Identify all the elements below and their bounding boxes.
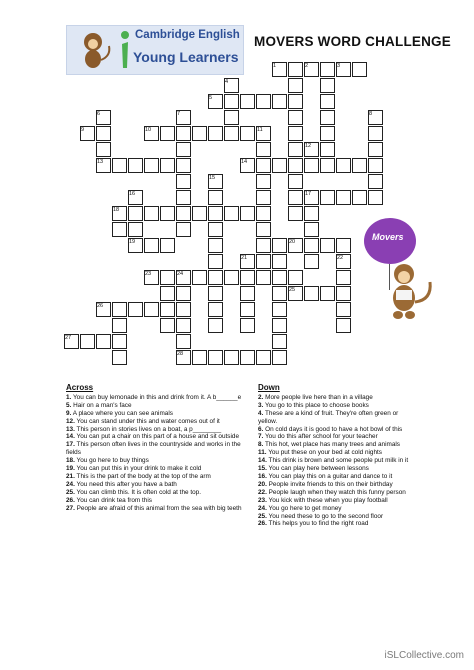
grid-cell[interactable] bbox=[272, 238, 287, 253]
grid-cell[interactable] bbox=[192, 270, 207, 285]
grid-cell[interactable] bbox=[368, 174, 383, 189]
grid-cell[interactable] bbox=[256, 270, 271, 285]
down-clue bbox=[258, 481, 416, 489]
grid-clue-number: 11 bbox=[257, 127, 263, 133]
across-clue bbox=[66, 505, 252, 513]
grid-clue-number: 26 bbox=[97, 303, 104, 309]
clue-number: 21. bbox=[66, 472, 75, 480]
clue-text: You can put a chair on this part of a house and sit outside bbox=[74, 433, 240, 441]
grid-cell[interactable] bbox=[304, 206, 319, 221]
grid-cell[interactable] bbox=[208, 350, 223, 365]
grid-clue-number: 25 bbox=[289, 287, 296, 293]
grid-cell[interactable] bbox=[224, 270, 239, 285]
clue-number: 23. bbox=[258, 496, 267, 504]
clue-number: 13. bbox=[66, 425, 75, 433]
grid-clue-number: 6 bbox=[97, 111, 101, 117]
down-clue bbox=[258, 394, 416, 402]
grid-cell[interactable] bbox=[112, 318, 127, 333]
grid-cell[interactable] bbox=[256, 238, 271, 253]
clue-number: 14. bbox=[66, 433, 75, 441]
clue-text: This drink is brown and some people put milk in it bbox=[266, 457, 409, 465]
clue-number: 18. bbox=[66, 457, 75, 465]
across-clues bbox=[66, 384, 252, 513]
clue-text: You can put this in your drink to make it cold bbox=[74, 465, 202, 473]
across-clue bbox=[66, 394, 252, 402]
down-clue bbox=[258, 465, 416, 473]
grid-cell[interactable] bbox=[96, 334, 111, 349]
grid-cell[interactable] bbox=[176, 286, 191, 301]
grid-cell[interactable] bbox=[288, 126, 303, 141]
grid-cell[interactable] bbox=[160, 158, 175, 173]
grid-cell[interactable] bbox=[240, 286, 255, 301]
grid-cell[interactable] bbox=[336, 302, 351, 317]
across-clue bbox=[66, 433, 252, 441]
grid-cell[interactable] bbox=[272, 350, 287, 365]
grid-cell[interactable] bbox=[208, 190, 223, 205]
grid-cell[interactable] bbox=[256, 350, 271, 365]
grid-cell[interactable] bbox=[272, 254, 287, 269]
grid-cell[interactable] bbox=[240, 206, 255, 221]
grid-cell[interactable] bbox=[368, 142, 383, 157]
down-clues bbox=[258, 384, 416, 528]
grid-cell[interactable] bbox=[288, 94, 303, 109]
grid-clue-number: 24 bbox=[177, 271, 184, 277]
clue-text: You put these on your bed at cold nights bbox=[266, 449, 383, 457]
grid-clue-number: 3 bbox=[337, 63, 341, 69]
grid-cell[interactable] bbox=[272, 158, 287, 173]
grid-cell[interactable] bbox=[368, 158, 383, 173]
clue-number: 26. bbox=[66, 496, 75, 504]
clue-text: You go here to get money bbox=[266, 504, 342, 512]
grid-cell[interactable] bbox=[368, 126, 383, 141]
grid-cell[interactable] bbox=[320, 238, 335, 253]
clue-number: 3. bbox=[258, 401, 264, 409]
grid-cell[interactable] bbox=[176, 302, 191, 317]
clue-text: More people live here than in a village bbox=[263, 393, 373, 401]
grid-cell[interactable] bbox=[144, 302, 159, 317]
grid-cell[interactable] bbox=[112, 222, 127, 237]
grid-cell[interactable] bbox=[320, 94, 335, 109]
grid-cell[interactable] bbox=[256, 190, 271, 205]
clue-text: This hot, wet place has many trees and animals bbox=[263, 441, 400, 449]
grid-cell[interactable] bbox=[240, 270, 255, 285]
grid-cell[interactable] bbox=[320, 126, 335, 141]
grid-cell[interactable] bbox=[272, 94, 287, 109]
grid-clue-number: 19 bbox=[129, 239, 136, 245]
grid-cell[interactable] bbox=[128, 206, 143, 221]
grid-cell[interactable] bbox=[176, 142, 191, 157]
grid-cell[interactable] bbox=[96, 126, 111, 141]
clue-text: People are afraid of this animal from the sea with big teeth bbox=[74, 504, 242, 512]
grid-clue-number: 8 bbox=[369, 111, 373, 117]
grid-cell[interactable] bbox=[272, 270, 287, 285]
grid-cell[interactable] bbox=[256, 142, 271, 157]
grid-cell[interactable] bbox=[288, 190, 303, 205]
grid-cell[interactable] bbox=[320, 158, 335, 173]
grid-cell[interactable] bbox=[176, 318, 191, 333]
down-clue bbox=[258, 402, 416, 410]
clue-number: 22. bbox=[258, 488, 267, 496]
grid-cell[interactable] bbox=[208, 254, 223, 269]
clue-number: 15. bbox=[258, 465, 267, 473]
grid-cell[interactable] bbox=[208, 270, 223, 285]
grid-cell[interactable] bbox=[352, 158, 367, 173]
grid-cell[interactable] bbox=[160, 126, 175, 141]
logo-line-2: Young Learners bbox=[133, 49, 239, 65]
across-clue bbox=[66, 418, 252, 426]
logo-line-1: Cambridge English bbox=[135, 29, 240, 41]
down-clue bbox=[258, 433, 416, 441]
clue-number: 25. bbox=[66, 488, 75, 496]
grid-cell[interactable] bbox=[208, 302, 223, 317]
grid-cell[interactable] bbox=[288, 78, 303, 93]
grid-cell[interactable] bbox=[352, 190, 367, 205]
across-clue bbox=[66, 481, 252, 489]
down-heading: Down bbox=[258, 383, 280, 392]
clue-number: 5. bbox=[66, 401, 72, 409]
grid-cell[interactable] bbox=[176, 158, 191, 173]
grid-clue-number: 23 bbox=[145, 271, 152, 277]
grid-cell[interactable] bbox=[336, 286, 351, 301]
clue-number: 1. bbox=[66, 393, 72, 401]
clue-text: You go to this place to choose books bbox=[263, 401, 369, 409]
clue-number: 26. bbox=[258, 520, 267, 528]
clue-text: These are a kind of fruit. They're often green or yellow. bbox=[258, 409, 399, 425]
grid-clue-number: 22 bbox=[337, 255, 344, 261]
grid-cell[interactable] bbox=[288, 270, 303, 285]
grid-cell[interactable] bbox=[192, 126, 207, 141]
across-clue bbox=[66, 402, 252, 410]
grid-cell[interactable] bbox=[80, 334, 95, 349]
grid-cell[interactable] bbox=[240, 94, 255, 109]
clue-number: 6. bbox=[258, 425, 264, 433]
clue-number: 24. bbox=[66, 480, 75, 488]
grid-cell[interactable] bbox=[224, 126, 239, 141]
grid-clue-number: 28 bbox=[177, 351, 184, 357]
down-clue bbox=[258, 457, 416, 465]
clue-text: People laugh when they watch this funny person bbox=[266, 488, 406, 496]
grid-cell[interactable] bbox=[160, 238, 175, 253]
grid-cell[interactable] bbox=[288, 62, 303, 77]
grid-clue-number: 15 bbox=[209, 175, 216, 181]
grid-cell[interactable] bbox=[176, 206, 191, 221]
grid-cell[interactable] bbox=[288, 142, 303, 157]
clue-number: 19. bbox=[66, 465, 75, 473]
clue-text: This person in stories lives on a boat, a p________ bbox=[74, 425, 222, 433]
clue-number: 24. bbox=[258, 504, 267, 512]
grid-cell[interactable] bbox=[368, 190, 383, 205]
grid-cell[interactable] bbox=[192, 206, 207, 221]
grid-clue-number: 12 bbox=[305, 143, 312, 149]
grid-cell[interactable] bbox=[224, 94, 239, 109]
grid-cell[interactable] bbox=[336, 318, 351, 333]
grid-cell[interactable] bbox=[304, 238, 319, 253]
across-clue bbox=[66, 473, 252, 481]
grid-cell[interactable] bbox=[176, 190, 191, 205]
grid-clue-number: 7 bbox=[177, 111, 181, 117]
clue-text: Hair on a man's face bbox=[71, 401, 132, 409]
grid-cell[interactable] bbox=[208, 318, 223, 333]
grid-cell[interactable] bbox=[176, 222, 191, 237]
down-clue bbox=[258, 505, 416, 513]
grid-cell[interactable] bbox=[160, 302, 175, 317]
grid-cell[interactable] bbox=[288, 110, 303, 125]
grid-clue-number: 16 bbox=[129, 191, 136, 197]
clue-number: 7. bbox=[258, 433, 264, 441]
clue-number: 16. bbox=[258, 472, 267, 480]
grid-clue-number: 18 bbox=[113, 207, 120, 213]
grid-cell[interactable] bbox=[288, 174, 303, 189]
grid-cell[interactable] bbox=[272, 334, 287, 349]
clue-number: 8. bbox=[258, 441, 264, 449]
clue-text: You kick with these when you play football bbox=[266, 496, 388, 504]
grid-cell[interactable] bbox=[224, 110, 239, 125]
footer-watermark: iSLCollective.com bbox=[384, 650, 464, 661]
clue-text: You can play here between lessons bbox=[266, 465, 369, 473]
clue-number: 12. bbox=[66, 417, 75, 425]
grid-cell[interactable] bbox=[208, 206, 223, 221]
clue-text: A place where you can see animals bbox=[71, 409, 173, 417]
clue-text: You can play this on a guitar and dance to it bbox=[266, 472, 393, 480]
grid-cell[interactable] bbox=[320, 110, 335, 125]
page-title: MOVERS WORD CHALLENGE bbox=[254, 34, 451, 49]
grid-cell[interactable] bbox=[128, 302, 143, 317]
across-clue bbox=[66, 497, 252, 505]
clue-number: 9. bbox=[66, 409, 72, 417]
grid-cell[interactable] bbox=[208, 126, 223, 141]
clue-number: 2. bbox=[258, 393, 264, 401]
grid-cell[interactable] bbox=[192, 350, 207, 365]
grid-cell[interactable] bbox=[320, 190, 335, 205]
grid-cell[interactable] bbox=[352, 62, 367, 77]
monkey-mascot-icon bbox=[372, 260, 442, 330]
clue-number: 20. bbox=[258, 480, 267, 488]
grid-clue-number: 21 bbox=[241, 255, 248, 261]
grid-cell[interactable] bbox=[144, 238, 159, 253]
grid-cell[interactable] bbox=[112, 158, 127, 173]
grid-cell[interactable] bbox=[176, 126, 191, 141]
grid-cell[interactable] bbox=[176, 174, 191, 189]
grid-clue-number: 17 bbox=[305, 191, 312, 197]
across-clue bbox=[66, 410, 252, 418]
clue-text: You can stand under this and water comes out of it bbox=[74, 417, 220, 425]
down-clue bbox=[258, 520, 416, 528]
grid-cell[interactable] bbox=[208, 238, 223, 253]
grid-cell[interactable] bbox=[320, 286, 335, 301]
across-clue bbox=[66, 457, 252, 465]
clue-text: You can buy lemonade in this and drink from it. A b______e bbox=[71, 393, 242, 401]
clue-number: 25. bbox=[258, 512, 267, 520]
grid-cell[interactable] bbox=[256, 158, 271, 173]
clue-number: 11. bbox=[258, 449, 267, 457]
down-clue bbox=[258, 441, 416, 449]
grid-cell[interactable] bbox=[240, 126, 255, 141]
grid-cell[interactable] bbox=[128, 222, 143, 237]
grid-cell[interactable] bbox=[240, 302, 255, 317]
down-clue bbox=[258, 473, 416, 481]
grid-cell[interactable] bbox=[112, 350, 127, 365]
grid-cell[interactable] bbox=[336, 158, 351, 173]
grid-cell[interactable] bbox=[128, 158, 143, 173]
down-clue bbox=[258, 489, 416, 497]
grid-clue-number: 1 bbox=[273, 63, 277, 69]
grid-cell[interactable] bbox=[240, 350, 255, 365]
grid-cell[interactable] bbox=[176, 334, 191, 349]
grid-cell[interactable] bbox=[240, 318, 255, 333]
clue-text: This person often lives in the countryside and works in the fields bbox=[66, 441, 241, 457]
grid-cell[interactable] bbox=[320, 78, 335, 93]
grid-cell[interactable] bbox=[288, 158, 303, 173]
grid-cell[interactable] bbox=[256, 174, 271, 189]
grid-cell[interactable] bbox=[256, 94, 271, 109]
grid-cell[interactable] bbox=[272, 302, 287, 317]
grid-cell[interactable] bbox=[336, 270, 351, 285]
across-clue bbox=[66, 426, 252, 434]
grid-cell[interactable] bbox=[112, 302, 127, 317]
clue-text: You do this after school for your teacher bbox=[263, 433, 378, 441]
balloon-icon bbox=[364, 218, 416, 264]
grid-cell[interactable] bbox=[304, 254, 319, 269]
grid-cell[interactable] bbox=[336, 190, 351, 205]
clue-text: On cold days it is good to have a hot bowl of this bbox=[263, 425, 403, 433]
grid-clue-number: 2 bbox=[305, 63, 309, 69]
down-clue bbox=[258, 449, 416, 457]
grid-clue-number: 14 bbox=[241, 159, 248, 165]
grid-cell[interactable] bbox=[320, 142, 335, 157]
down-clue bbox=[258, 410, 416, 426]
grid-cell[interactable] bbox=[256, 254, 271, 269]
grid-cell[interactable] bbox=[304, 158, 319, 173]
across-heading: Across bbox=[66, 383, 94, 392]
across-clue bbox=[66, 489, 252, 497]
grid-cell[interactable] bbox=[144, 158, 159, 173]
balloon-label: Movers bbox=[372, 232, 404, 242]
clue-text: This helps you to find the right road bbox=[266, 520, 369, 528]
grid-cell[interactable] bbox=[144, 206, 159, 221]
clue-number: 4. bbox=[258, 409, 264, 417]
clue-text: This is the part of the body at the top of the arm bbox=[74, 472, 211, 480]
grid-cell[interactable] bbox=[208, 222, 223, 237]
clue-text: People invite friends to this on their birthday bbox=[266, 480, 393, 488]
clue-text: You can climb this. It is often cold at the top. bbox=[74, 488, 202, 496]
down-clue bbox=[258, 426, 416, 434]
down-clue bbox=[258, 513, 416, 521]
grid-cell[interactable] bbox=[256, 206, 271, 221]
grid-clue-number: 4 bbox=[225, 79, 229, 85]
grid-cell[interactable] bbox=[96, 142, 111, 157]
down-clue bbox=[258, 497, 416, 505]
grid-cell[interactable] bbox=[112, 334, 127, 349]
clue-number: 27. bbox=[66, 504, 75, 512]
grid-clue-number: 10 bbox=[145, 127, 152, 133]
grid-cell[interactable] bbox=[272, 286, 287, 301]
grid-clue-number: 27 bbox=[65, 335, 72, 341]
clue-text: You need these to go to the second floor bbox=[266, 512, 384, 520]
grid-cell[interactable] bbox=[256, 222, 271, 237]
grid-cell[interactable] bbox=[224, 350, 239, 365]
grid-cell[interactable] bbox=[160, 286, 175, 301]
clue-text: You go here to buy things bbox=[74, 457, 149, 465]
grid-cell[interactable] bbox=[272, 318, 287, 333]
clue-number: 14. bbox=[258, 457, 267, 465]
grid-cell[interactable] bbox=[208, 286, 223, 301]
grid-clue-number: 9 bbox=[81, 127, 85, 133]
grid-cell[interactable] bbox=[160, 206, 175, 221]
grid-clue-number: 13 bbox=[97, 159, 104, 165]
grid-cell[interactable] bbox=[320, 62, 335, 77]
across-clue bbox=[66, 441, 252, 457]
clue-text: You can drink tea from this bbox=[74, 496, 152, 504]
grid-clue-number: 20 bbox=[289, 239, 296, 245]
across-clue bbox=[66, 465, 252, 473]
clue-text: You need this after you have a bath bbox=[74, 480, 177, 488]
grid-clue-number: 5 bbox=[209, 95, 213, 101]
clue-number: 17. bbox=[66, 441, 75, 449]
grid-cell[interactable] bbox=[336, 238, 351, 253]
grid-cell[interactable] bbox=[224, 206, 239, 221]
grid-cell[interactable] bbox=[160, 270, 175, 285]
grid-cell[interactable] bbox=[304, 286, 319, 301]
grid-cell[interactable] bbox=[304, 222, 319, 237]
grid-cell[interactable] bbox=[288, 206, 303, 221]
grid-cell[interactable] bbox=[160, 318, 175, 333]
